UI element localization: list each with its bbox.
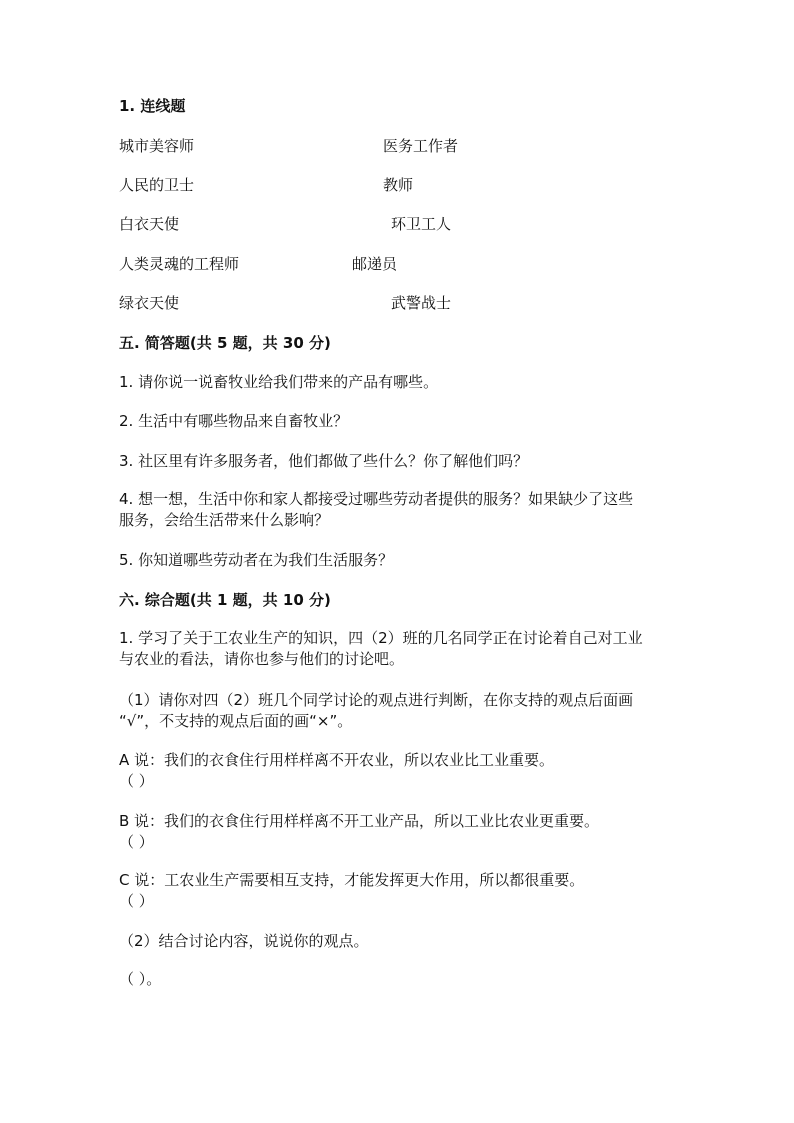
section5-question-5: 5. 你知道哪些劳动者在为我们生活服务？	[119, 551, 394, 569]
statement-b-text: B 说：我们的衣食住行用样样离不开工业产品，所以工业比农业更重要。	[119, 812, 600, 830]
statement-a	[119, 750, 679, 792]
section6-heading: 六. 综合题(共 1 题，共 10 分)	[119, 591, 331, 609]
section6-intro	[119, 628, 679, 670]
matching-right-item: 教师	[383, 176, 414, 194]
section5-question-4	[119, 489, 679, 531]
section6-intro-line: 与农业的看法，请你也参与他们的讨论吧。	[119, 650, 405, 668]
matching-right-item: 医务工作者	[383, 137, 459, 155]
matching-title: 1. 连线题	[119, 97, 186, 115]
section6-part1	[119, 690, 679, 732]
section6-intro-line: 1. 学习了关于工农业生产的知识，四（2）班的几名同学正在讨论着自己对工业	[119, 629, 643, 647]
matching-left-item: 城市美容师	[119, 137, 195, 155]
matching-left-item: 人民的卫士	[119, 176, 195, 194]
statement-c-blank[interactable]: （ ）	[119, 892, 154, 910]
statement-c-text: C 说：工农业生产需要相互支持，才能发挥更大作用，所以都很重要。	[119, 871, 585, 889]
statement-b-blank[interactable]: （ ）	[119, 833, 154, 851]
section5-heading: 五. 简答题(共 5 题，共 30 分)	[119, 334, 331, 352]
section5-question-4-line: 服务，会给生活带来什么影响？	[119, 511, 330, 529]
matching-right-item: 邮递员	[352, 255, 398, 273]
matching-left-item: 绿衣天使	[119, 294, 180, 312]
section5-question-2: 2. 生活中有哪些物品来自畜牧业？	[119, 412, 349, 430]
statement-a-blank[interactable]: （ ）	[119, 772, 154, 790]
section6-part1-line: （1）请你对四（2）班几个同学讨论的观点进行判断，在你支持的观点后面画	[119, 691, 634, 709]
statement-b	[119, 811, 679, 853]
section6-part2-blank[interactable]: （ ）。	[119, 970, 162, 988]
section5-question-3: 3. 社区里有许多服务者，他们都做了些什么？你了解他们吗？	[119, 452, 529, 470]
section5-question-1: 1. 请你说一说畜牧业给我们带来的产品有哪些。	[119, 373, 439, 391]
section6-part1-line: “√”，不支持的观点后面的画“×”。	[119, 712, 353, 730]
matching-left-item: 白衣天使	[119, 215, 180, 233]
section6-part2: （2）结合讨论内容，说说你的观点。	[119, 932, 369, 950]
statement-a-text: A 说：我们的衣食住行用样样离不开农业，所以农业比工业重要。	[119, 751, 555, 769]
section5-question-4-line: 4. 想一想，生活中你和家人都接受过哪些劳动者提供的服务？如果缺少了这些	[119, 490, 634, 508]
matching-right-item: 环卫工人	[391, 215, 452, 233]
matching-left-item: 人类灵魂的工程师	[119, 255, 240, 273]
statement-c	[119, 870, 679, 912]
matching-right-item: 武警战士	[391, 294, 452, 312]
